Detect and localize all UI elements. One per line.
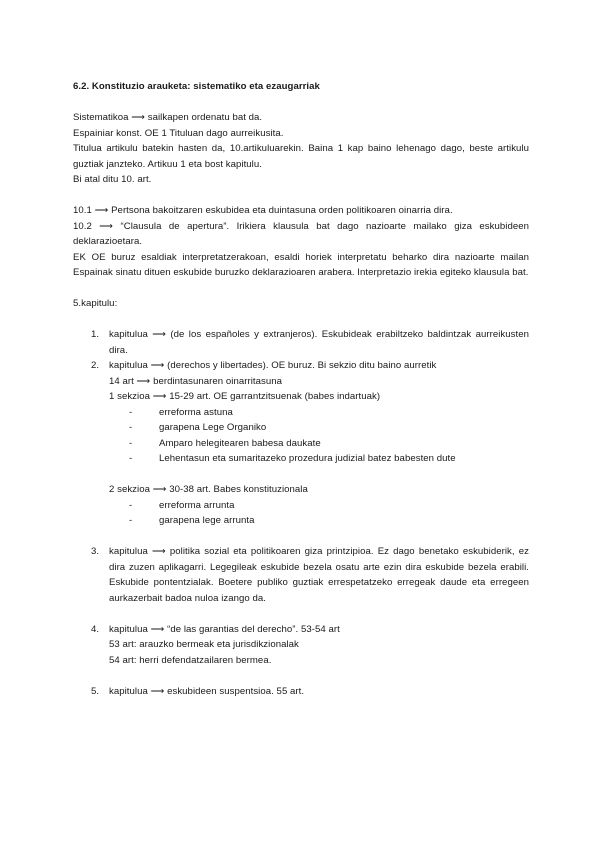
bullet-item xyxy=(73,498,529,514)
dash-bullet: - xyxy=(129,499,133,511)
list-number: 2. xyxy=(91,360,100,371)
intro-line: Titulua artikulu batekin hasten da, 10.artikuluarekin. Baina 1 kap baino lehenago dago, beste artikulu guztiak janzteko. Artikuu 1 eta bost kapitulu. xyxy=(73,143,529,170)
article10-line: EK OE buruz esaldiak interpretatzerakoan, esaldi horiek interpretatu beharko dira nazioarte mailan Espainak sinatu dituen eskubide buruzko deklarazioaren arabera. Interpretazio irekia egiteko klausula bat. xyxy=(73,251,529,278)
bullet-item xyxy=(73,513,529,529)
chapter4-sub-line: 53 art: arauzko bermeak eta jurisdikzionalak xyxy=(109,639,299,650)
chapters-heading: 5.kapitulu: xyxy=(73,298,118,309)
chapter-text: kapitulua ⟶ politika sozial eta politikoaren giza printzipioa. Ez dago benetako eskubiderik, ez dira zuzen aplikagarri. Legegileak eskubide bezela osatu arte ezin dira eskubide bezela erabili. Eskubide pontentzialak. Boetere publiko guztiak errespetatzeko erregeak daude eta erregeen aurkazerbait badoa nuloa izango da. xyxy=(109,546,529,604)
dash-bullet: - xyxy=(129,453,133,464)
bullet-text: garapena lege arrunta xyxy=(159,515,255,526)
bullet-item xyxy=(73,420,529,436)
chapter-item-1 xyxy=(73,327,529,358)
bullet-text: Amparo helegitearen babesa daukate xyxy=(159,437,321,449)
list-number: 5. xyxy=(91,685,100,697)
article14-line: 14 art ⟶ berdintasunaren oinarritasuna xyxy=(109,375,282,387)
intro-line: Sistematikoa ⟶ sailkapen ordenatu bat da. xyxy=(73,112,263,123)
article10-line: 10.2 ⟶ “Clausula de apertura”. Irikiera klausula bat dago nazioarte mailako giza eskubideen deklarazioetara. xyxy=(73,220,529,247)
section2-line: 2 sekzioa ⟶ 30-38 art. Babes konstituzionala xyxy=(109,484,308,495)
bullet-item xyxy=(73,405,529,421)
dash-bullet: - xyxy=(129,437,133,449)
bullet-item xyxy=(73,451,529,467)
chapter-item-5 xyxy=(73,684,529,700)
chapter-text: kapitulua ⟶ (de los españoles y extranjeros). Eskubideak erabiltzeko baldintzak aurreikusten dira. xyxy=(109,329,529,356)
chapter-item-3 xyxy=(73,544,529,606)
list-number: 1. xyxy=(91,329,100,340)
section-title: 6.2. Konstituzio arauketa: sistematiko eta ezaugarriak xyxy=(73,81,320,92)
intro-line: Espainiar konst. OE 1 Tituluan dago aurreikusita. xyxy=(73,127,284,139)
chapter-item-2 xyxy=(73,358,529,374)
list-number: 3. xyxy=(91,546,100,557)
document-content xyxy=(73,79,529,699)
chapter-text: kapitulua ⟶ (derechos y libertades). OE buruz. Bi sekzio ditu baino aurretik xyxy=(109,360,437,371)
section1-line: 1 sekzioa ⟶ 15-29 art. OE garrantzitsuenak (babes indartuak) xyxy=(109,391,381,402)
bullet-text: erreforma arrunta xyxy=(159,499,235,511)
dash-bullet: - xyxy=(129,406,133,418)
dash-bullet: - xyxy=(129,422,133,433)
chapter-item-4 xyxy=(73,622,529,638)
chapter4-sub-line: 54 art: herri defendatzailaren bermea. xyxy=(109,654,272,666)
chapter-text: kapitulua ⟶ eskubideen suspentsioa. 55 art. xyxy=(109,685,305,697)
dash-bullet: - xyxy=(129,515,133,526)
list-number: 4. xyxy=(91,623,100,635)
article10-line: 10.1 ⟶ Pertsona bakoitzaren eskubidea eta duintasuna orden politikoaren oinarria dira. xyxy=(73,205,453,216)
bullet-text: erreforma astuna xyxy=(159,406,233,418)
bullet-text: Lehentasun eta sumaritazeko prozedura judizial batez babesten dute xyxy=(159,453,456,464)
intro-line: Bi atal ditu 10. art. xyxy=(73,174,152,185)
chapter-text: kapitulua ⟶ “de las garantias del derecho”. 53-54 art xyxy=(109,623,340,635)
bullet-text: garapena Lege Organiko xyxy=(159,422,267,433)
bullet-item xyxy=(73,436,529,452)
